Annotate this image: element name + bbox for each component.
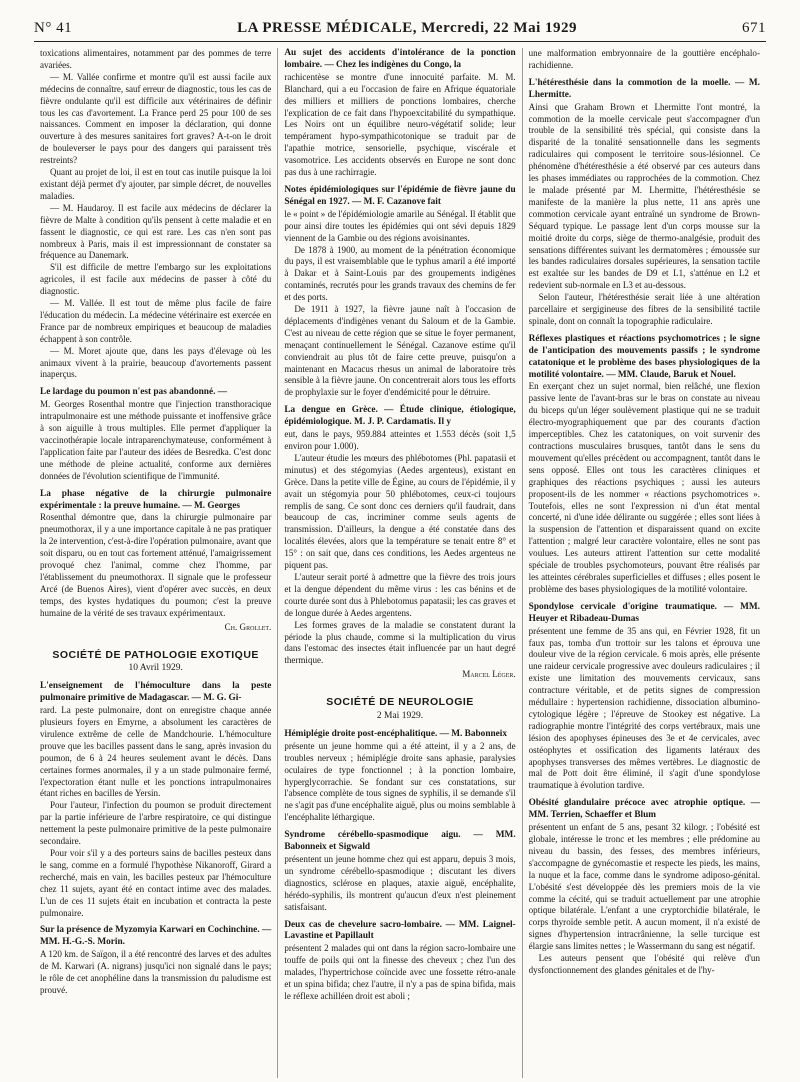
paragraph: le « point » de l'épidémiologie amarile au Sénégal. Il établit que pour ainsi dire toutes les épidémies qui ont sévi depuis 1829 viennent de la Gambie ou des régions avoisinantes. <box>284 208 516 243</box>
paragraph: S'il est difficile de mettre l'embargo sur les exploitations agricoles, il est facile aux médecins de passer à côté du diagnostic. <box>40 262 272 297</box>
journal-title: LA PRESSE MÉDICALE, Mercredi, 22 Mai 1929 <box>237 20 578 36</box>
page-number-right: 671 <box>741 20 766 36</box>
paragraph: — M. Vallée. Il est tout de même plus facile de faire l'éducation du médecin. La médecine vétérinaire est exercée en France par de nombreux empiriques et beaucoup de maladies échappent à son contrôle. <box>40 298 272 344</box>
paragraph: présentent un enfant de 5 ans, pesant 32 kilogr. ; l'obésité est globale, intéresse le tronc et les membres ; elle prédomine au niveau du bassin, des fesses, des membres inférieurs, s'accompagne de gynécomastie et respecte les pieds, les mains, la nuque et la face, comme dans le syndrome adiposo-génital. L'obésité s'est développée dès les premiers mois de la vie comme la cécité, qui se traduit actuellement par une atrophie optique bilatérale. L'enfant a une cryptorchidie bilatérale, le corps thyroïde semble petit. A aucun moment, il n'a existé de signes d'hypertension intracrânienne, la selle turcique est élargie sans limites nettes ; le Wassermann du sang est négatif. <box>528 822 760 952</box>
paragraph: présente un jeune homme qui a été atteint, il y a 2 ans, de troubles nerveux ; hémiplégie droite sans aphasie, paralysies oculaires de type fonctionnel ; à la ponction lombaire, hyperglycorrachie. Se fondant sur ces constatations, sur l'absence complète de tous signes de syphilis, il se demande s'il ne s'agit pas d'une encéphalite aiguë, plus ou moins semblable à l'encéphalite léthargique. <box>284 740 516 823</box>
paragraph: — M. Moret ajoute que, dans les pays d'élevage où les animaux vivent à la prairie, beaucoup d'avortements passent inaperçus. <box>40 345 272 380</box>
column-2 <box>277 48 521 1078</box>
paragraph: Pour l'auteur, l'infection du poumon se produit directement par la partie inférieure de l'arbre respiratoire, ce qui distingue nettement la peste pulmonaire primitive de la peste pulmonaire secondaire. <box>40 800 272 847</box>
paragraph: Les auteurs pensent que l'obésité qui relève d'un dysfonctionnement des glandes génitales et de l'hy- <box>528 953 760 975</box>
article-heading: Deux cas de chevelure sacro-lombaire. — MM. Laignel-Lavastine et Papillault <box>284 919 516 942</box>
column-3 <box>522 48 766 1078</box>
section-date: 2 Mai 1929. <box>376 711 424 722</box>
article-heading: Hémiplégie droite post-encéphalitique. — M. Babonneix <box>284 728 508 739</box>
section-date: 10 Avril 1929. <box>128 663 183 674</box>
text-columns <box>34 48 766 1078</box>
paragraph: — M. Vallée confirme et montre qu'il est aussi facile aux médecins de connaître, sauf erreur de diagnostic, tous les cas de fièvre ondulante qu'il est difficile aux vétérinaires de définir tous les cas d'avortement. La France perd 25 pour 100 de ses naissances. Comment en imposer la déclaration, qui donne ouverture à des mesures sanitaires fort graves? A-t-on le droit de bouleverser le pays pour des dangers qui paraissent très restreints? <box>40 71 272 166</box>
paragraph: M. Georges Rosenthal montre que l'injection transthoracique intrapulmonaire est une méthode puissante et inoffensive grâce à son aiguille à trous multiples. Elle permet d'appliquer la vaccinothérapie locale intraparenchymateuse, conformément à l'application faite par l'auteur des idées de Besredka. C'est donc une méthode de pleine actualité, conforme aux dernières données de l'évolution scientifique de l'immunité. <box>40 399 272 481</box>
paragraph: rachicentèse se montre d'une innocuité parfaite. M. M. Blanchard, qui a eu l'occasion de faire en Afrique équatoriale des milliers et milliers de ponctions lombaires, cherche l'explication de ce fait dans l'hypoexcitabilité du sympathique. Les Noirs ont un équilibre neuro-végétatif solide; leur tempérament hypo-sympathicotonique se traduit par de l'apathie motrice, sensorielle, psychique, viscérale et vasomotrice. Les accidents observés en Europe ne sont donc pas dus à une rachirragie. <box>284 71 516 178</box>
article-heading: Sur la présence de Myzomyia Karwari en Cochinchine. — MM. H.-G.-S. Morin. <box>40 925 272 948</box>
paragraph: présentent 2 malades qui ont dans la région sacro-lombaire une touffe de poils qui ont la finesse des cheveux ; chez l'un des malades, l'hypertrichose coïncide avec une fossette rétro-anale et un spina bifida; chez l'autre, il n'y a pas de spina bifida, mais le réflexe achilléen droit est aboli ; <box>284 943 516 1001</box>
paragraph: Quant au projet de loi, il est en tout cas inutile puisque la loi existant déjà permet d'y ajouter, par simple décret, de nouvelles maladies. <box>40 167 272 201</box>
paragraph: A 120 km. de Saïgon, il a été rencontré des larves et des adultes de M. Karwari (A. nigrans) jusqu'ici non signalé dans le pays; le rôle de cet anophéline dans la transmission du paludisme est prouvé. <box>40 949 272 995</box>
paragraph: présentent une femme de 35 ans qui, en Février 1928, fit un faux pas, tomba d'un trottoir sur les talons et éprouva une douleur vive de la région cervicale. 6 mois après, elle présente une raideur cervicale progressive avec douleurs radiculaires ; il existe une limitation des mouvements cervicaux, sans contracture véritable, et de petits signes de compression médullaire : hypertension rachidienne, dissociation albumino-cytologique légère ; l'épreuve de Stookey est négative. La radiographie montre l'intégrité des corps vertébraux, mais une lésion des apophyses épineuses des 3e et 4e cervicales, avec ostéophytes et ossification des ligaments latéraux des apophyses transverses des mêmes vertèbres. Le diagnostic de mal de Pott doit être éliminé, il s'agit d'une spondylose traumatique à évolution tardive. <box>528 625 760 791</box>
article-heading: L'hétéresthésie dans la commotion de la moelle. — M. Lhermitte. <box>528 77 760 100</box>
article-heading: La phase négative de la chirurgie pulmonaire expérimentale : la preuve humaine. — M. Georges <box>40 488 272 511</box>
paragraph: De 1878 à 1900, au moment de la pénétration économique du pays, il est vraisemblable que le typhus amaril a été importé à Dakar et à Saint-Louis par des groupements indigènes contaminés, recrutés pour les grands travaux des chemins de fer et des ports. <box>284 244 516 303</box>
paragraph: présentent un jeune homme chez qui est apparu, depuis 3 mois, un syndrome cérébello-spasmodique ; discutant les divers diagnostics, sclérose en plaques, ataxie aiguë, encéphalite, hérédo-syphilis, ils montrent qu'aucun d'eux n'est pleinement satisfaisant. <box>284 854 516 912</box>
page-number-left: N° 41 <box>34 20 73 36</box>
paragraph: Selon l'auteur, l'hétéresthésie serait liée à une altération parcellaire et sergigineuse des fibres de la sensibilité tactile spinale, dont on connaît la topographie radiculaire. <box>528 292 760 326</box>
paragraph: — M. Haudaroy. Il est facile aux médecins de déclarer la fièvre de Malte à condition qu'ils pensent à cette maladie et en fassent le diagnostic, ce qui est rare. Les cas n'en sont pas nombreux à Paris, mais il est impressionnant de constater sa fréquence au Danemark. <box>40 202 272 261</box>
article-heading: Syndrome cérébello-spasmodique aigu. — MM. Babonneix et Sigwald <box>284 830 516 853</box>
article-heading: Réflexes plastiques et réactions psychomotrices ; le signe de l'anticipation des mouvements passifs ; le syndrome catatonique et le problème des bases physiologiques de la motilité volontaire. — MM. Claude, Baruk et Nouel. <box>528 333 760 380</box>
paragraph: une malformation embryonnaire de la gouttière encéphalo-rachidienne. <box>528 48 760 70</box>
paragraph: toxications alimentaires, notamment par des pommes de terre avariées. <box>40 48 272 70</box>
article-heading: L'enseignement de l'hémoculture dans la peste pulmonaire primitive de Madagascar. — M. G. Gi- <box>40 681 272 704</box>
paragraph: Les formes graves de la maladie se constatent durant la période la plus chaude, comme si la multiplication du virus dans l'estomac des insectes était influencée par un haut degré thermique. <box>284 619 516 666</box>
page-header <box>34 20 766 42</box>
author-signature: Marcel Léger. <box>462 669 516 680</box>
paragraph: Pour voir s'il y a des porteurs sains de bacilles pesteux dans le sang, comme en a formulé l'hypothèse Nikanoroff, Girard a recherché, mais en vain, les bacilles pesteux par l'hémoculture chez 11 sujets, ayant été en contact intime avec des malades. L'un de ces 11 sujets était en incubation et contracta la peste pulmonaire. <box>40 848 272 918</box>
column-1 <box>34 48 277 1078</box>
article-heading: Au sujet des accidents d'intolérance de la ponction lombaire. — Chez les indigènes du Congo, la <box>284 48 516 70</box>
article-heading: Obésité glandulaire précoce avec atrophie optique. — MM. Terrien, Schaeffer et Blum <box>528 798 760 821</box>
author-signature: Ch. Grollet. <box>224 621 272 632</box>
paragraph: eut, dans le pays, 959.884 atteintes et 1.553 décès (soit 1,5 environ pour 1.000). <box>284 429 516 451</box>
article-heading: Le lardage du poumon n'est pas abandonné. — <box>40 387 228 398</box>
paragraph: L'auteur serait porté à admettre que la fièvre des trois jours et la dengue dépendent du même virus : les cas bénins et de courte durée sont dus à Phlebotomus papatasii; les cas graves et de longue durée à Aedes argentens. <box>284 571 516 618</box>
article-heading: Spondylose cervicale d'origine traumatique. — MM. Heuyer et Ribadeau-Dumas <box>528 601 760 624</box>
paragraph: rard. La peste pulmonaire, dont on enregistre chaque année plusieurs foyers en Emyrne, a absolument les caractères de virulence extrême de celle de Mandchourie. L'hémoculture prouve que les bacilles passent dans le sang, après invasion du poumon, de 6 à 24 heures seulement avant le décès. Dans certaines formes anormales, il y a un stade pulmonaire fermé, l'expectoration étant nulle et les ponctions intrapulmonaires étant riches en bacilles de Yersin. <box>40 705 272 799</box>
paragraph: L'auteur étudie les mœurs des phlébotomes (Phl. papatasii et minutus) et des stégomyias (Aedes argenteus), existant en Grèce. Dans la petite ville de Égine, au cours de l'épidémie, il y avait un stégomyia pour 50 phlébotomes, ceux-ci toujours remplis de sang. Ce sont donc ces derniers qu'il faudrait, dans beaucoup de cas, incriminer comme seuls agents de transmission. D'ailleurs, la dengue a été constatée dans des localités élevées, alors que la température se tenait entre 8° et 15° : on sait que, dans ces conditions, les Aedes argenteus ne piquent pas. <box>284 452 516 571</box>
article-heading: La dengue en Grèce. — Étude clinique, étiologique, épidémiologique. M. J. P. Cardamatis. Il y <box>284 405 516 428</box>
paragraph: En exerçant chez un sujet normal, bien relâché, une flexion passive lente de l'avant-bras sur le bras on constate au niveau du biceps qu'un léger soulèvement plastique qui ne se traduit électro-myographiquement que par des courants d'action imperceptibles. Chez les catatoniques, on voit survenir des contractions musculaires brusques, tantôt dans le sens du mouvement qu'elles précèdent ou accompagnent, tantôt dans le sens opposé. Elles ont tous les caractères cliniques et graphiques des réactions psychiques ; aussi les auteurs proposent-ils de les nommer « réactions psychomotrices ». Toutefois, elles ne sont l'expression ni d'un état mental concerté, ni d'une idée délirante ou suggérée ; elles sont liées à la suspension de l'attention et disparaissent quand on excite l'attention ; malgré leur caractère volontaire, elles ne sont pas voulues. Les auteurs attirent l'attention sur cette modalité spéciale de troubles psychomoteurs, pouvant être réalisés par les atteintes cérébrales superficielles et diffuses ; elles posent le problème des bases physiologiques de la motilité volontaire. <box>528 381 760 594</box>
section-title: SOCIÉTÉ DE NEUROLOGIE <box>326 696 474 709</box>
article-heading: Notes épidémiologiques sur l'épidémie de fièvre jaune du Sénégal en 1927. — M. F. Cazanove fait <box>284 184 516 207</box>
paragraph: Ainsi que Graham Brown et Lhermitte l'ont montré, la commotion de la moelle cervicale peut s'accompagner d'un trouble de la sensibilité très spécial, qui consiste dans la disparité de la tonalité sensationnelle dans les segments radiculaires qui composent le territoire sous-lésionnel. Ce phénomène d'hétéresthésie a été observé par ces auteurs dans les phases immédiates ou rapprochées de la commotion. Chez le malade présenté par M. Lhermitte, l'hétéresthésie se manifeste de la manière la plus nette, 11 ans après une commotion cervicale ayant entraîné un syndrome de Brown-Séquard typique. Le passage lent d'un corps mousse sur la moitié droite du corps, siège de thermo-analgésie, produit des sensations différentes suivant les dermatomères ; émoussée sur les bandes radiculaires dorsales supérieures, la sensation tactile est exaltée sur les bandes de D9 et L1, s'atténue en L2 et redevient sub-normale en L3 et au-dessous. <box>528 101 760 291</box>
section-title: SOCIÉTÉ DE PATHOLOGIE EXOTIQUE <box>52 648 259 661</box>
paragraph: Rosenthal démontre que, dans la chirurgie pulmonaire par pneumothorax, il y a une importance capitale à ne pas pratiquer la 2e intervention, c'est-à-dire l'opération pulmonaire, avant que soit disparu, ou en tout cas fortement atténué, l'amaigrissement provoqué chez l'animal, comme chez l'homme, par l'établissement du pneumothorax. Il signale que le professeur Arcé (de Buenos Aires), vient d'opérer avec succès, en deux temps, des kystes hydatiques du poumon; c'est la preuve humaine de la vérité de ses travaux expérimentaux. <box>40 512 272 618</box>
paragraph: De 1911 à 1927, la fièvre jaune naît à l'occasion de déplacements d'indigènes venant du Saloum et de la Gambie. C'est au niveau de cette région que se situe le foyer permanent, menaçant continuellement le Sénégal. Cazanove estime qu'il conviendrait au plus tôt de faire cette preuve, puisqu'on a maintenant en Macacus rhesus un animal de laboratoire très sensible à la fièvre jaune. On concentrerait alors tous les efforts de prophylaxie sur le foyer d'endémicité pour le détruire. <box>284 304 516 398</box>
